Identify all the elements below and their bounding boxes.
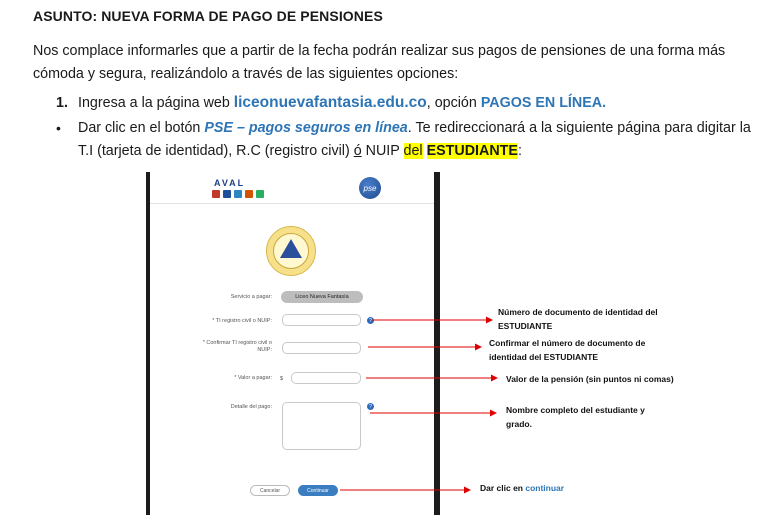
servicio-label: Servicio a pagar: — [230, 294, 272, 300]
website-link[interactable]: liceonuevafantasia.edu.co — [233, 94, 427, 111]
step-1-number: 1. — [56, 95, 68, 111]
servicio-value: Liceo Nueva Fantasía — [281, 291, 363, 303]
aval-logo: AVAL — [214, 178, 246, 188]
annotation-document-id — [498, 305, 658, 333]
bullet-icon: • — [56, 120, 61, 136]
or-word: ó — [353, 143, 362, 159]
annotation-line: Número de documento de identidad del — [498, 307, 658, 317]
step-2-text: Dar clic en el botón — [78, 120, 205, 136]
annotation-text: Dar clic en — [480, 483, 526, 493]
ti-label: * TI registro civil o NUIP: — [212, 318, 272, 324]
intro-paragraph: Nos complace informarles que a partir de la fecha podrán realizar sus pagos de pensiones de una forma más cómoda y segura, realizándolo a través de las siguientes opciones: — [33, 43, 726, 82]
continue-button[interactable]: Continuar — [298, 485, 338, 496]
annotation-line: Nombre completo del estudiante y — [506, 405, 645, 415]
nuip-text: NUIP — [361, 143, 404, 159]
pse-logo: pse — [359, 177, 381, 199]
annotation-detail — [506, 403, 645, 431]
annotation-line: grado. — [506, 419, 532, 429]
annotation-line: ESTUDIANTE — [498, 321, 553, 331]
currency-symbol: $ — [280, 376, 284, 382]
annotation-continue — [480, 481, 564, 495]
valor-label: * Valor a pagar: — [234, 375, 272, 381]
confirm-label-line1: * Confirmar TI registro civil o — [202, 340, 272, 346]
annotation-line: Confirmar el número de documento de — [489, 338, 646, 348]
continue-link: continuar — [525, 483, 565, 493]
document-subject: ASUNTO: NUEVA FORMA DE PAGO DE PENSIONES — [33, 8, 383, 24]
step-1-middle: , opción — [426, 95, 481, 111]
help-icon[interactable]: ? — [367, 403, 374, 410]
id-types-text: T.I (tarjeta de identidad), R.C (registro civil) — [78, 143, 354, 159]
colon: : — [517, 143, 522, 159]
highlight-del: del — [403, 143, 423, 159]
cancel-button[interactable]: Cancelar — [250, 485, 290, 496]
help-icon[interactable]: ? — [367, 317, 374, 324]
highlight-student: ESTUDIANTE — [426, 143, 518, 159]
payment-option: PAGOS EN LÍNEA. — [480, 95, 607, 111]
detalle-label: Detalle del pago: — [230, 404, 272, 410]
annotation-amount: Valor de la pensión (sin puntos ni comas) — [506, 374, 674, 384]
step-2-text-after: . Te redireccionará a la siguiente página para digitar la — [407, 120, 751, 136]
confirm-label-line2: NUIP: — [257, 347, 272, 353]
pse-button-label: PSE – pagos seguros en línea — [204, 120, 408, 136]
annotation-confirm-id — [489, 336, 645, 364]
step-1-text: Ingresa a la página web — [78, 95, 234, 111]
annotation-line: identidad del ESTUDIANTE — [489, 352, 599, 362]
